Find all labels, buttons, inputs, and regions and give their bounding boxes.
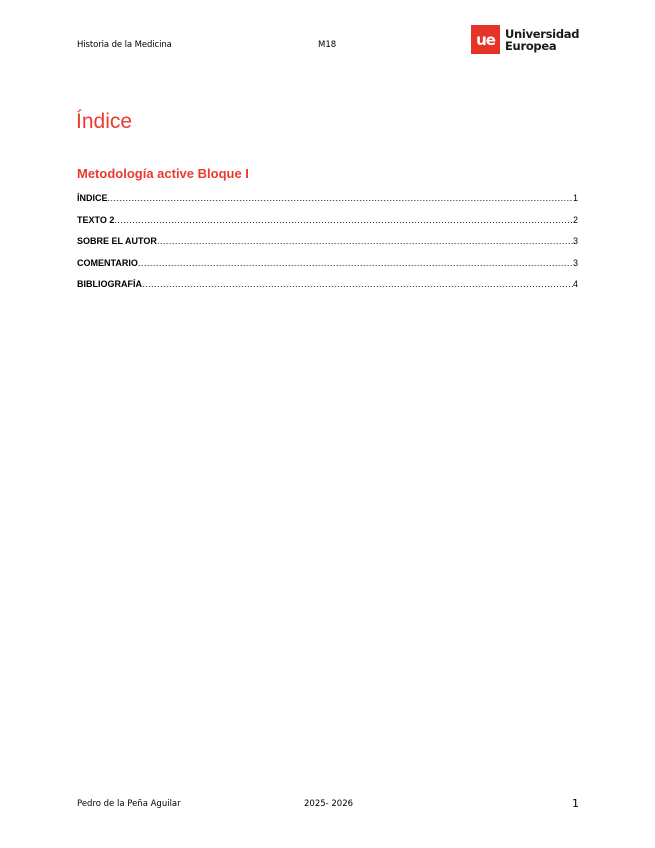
toc-entry-page: 2 [572, 214, 578, 225]
page-title: Índice [76, 110, 133, 133]
logo-wordmark [505, 28, 579, 52]
toc-entry-bibliografia[interactable] [77, 279, 578, 301]
footer-page-number: 1 [572, 797, 579, 810]
toc-entry-label: TEXTO 2 [77, 214, 115, 225]
table-of-contents [77, 193, 578, 301]
toc-leader-dots [157, 236, 573, 246]
logo-mark-icon: ue [471, 25, 500, 54]
toc-entry-label: SOBRE EL AUTOR [77, 236, 157, 246]
section-subtitle: Metodología active Bloque I [77, 166, 249, 181]
toc-leader-dots [114, 215, 573, 225]
toc-leader-dots [138, 258, 573, 268]
toc-entry-label: COMENTARIO [77, 257, 138, 268]
toc-leader-dots [142, 279, 573, 289]
logo-line-1: Universidad [505, 26, 580, 41]
toc-entry-page: 3 [572, 236, 578, 246]
toc-entry-indice[interactable] [77, 193, 578, 215]
toc-entry-label: BIBLIOGRAFÍA [77, 279, 142, 289]
toc-entry-comentario[interactable] [77, 258, 578, 280]
toc-entry-page: 4 [572, 279, 578, 289]
toc-entry-page: 1 [572, 193, 578, 203]
header-course-code: M18 [318, 40, 337, 50]
toc-entry-label: ÍNDICE [77, 193, 108, 203]
footer-year: 2025- 2026 [304, 799, 354, 809]
toc-leader-dots [108, 193, 573, 203]
university-logo [471, 25, 579, 54]
header-course-name: Historia de la Medicina [77, 40, 172, 50]
footer-author: Pedro de la Peña Aguilar [77, 799, 181, 809]
toc-entry-page: 3 [572, 257, 578, 268]
logo-line-2: Europea [505, 38, 557, 53]
toc-entry-texto-2[interactable] [77, 215, 578, 237]
toc-entry-sobre-el-autor[interactable] [77, 236, 578, 258]
